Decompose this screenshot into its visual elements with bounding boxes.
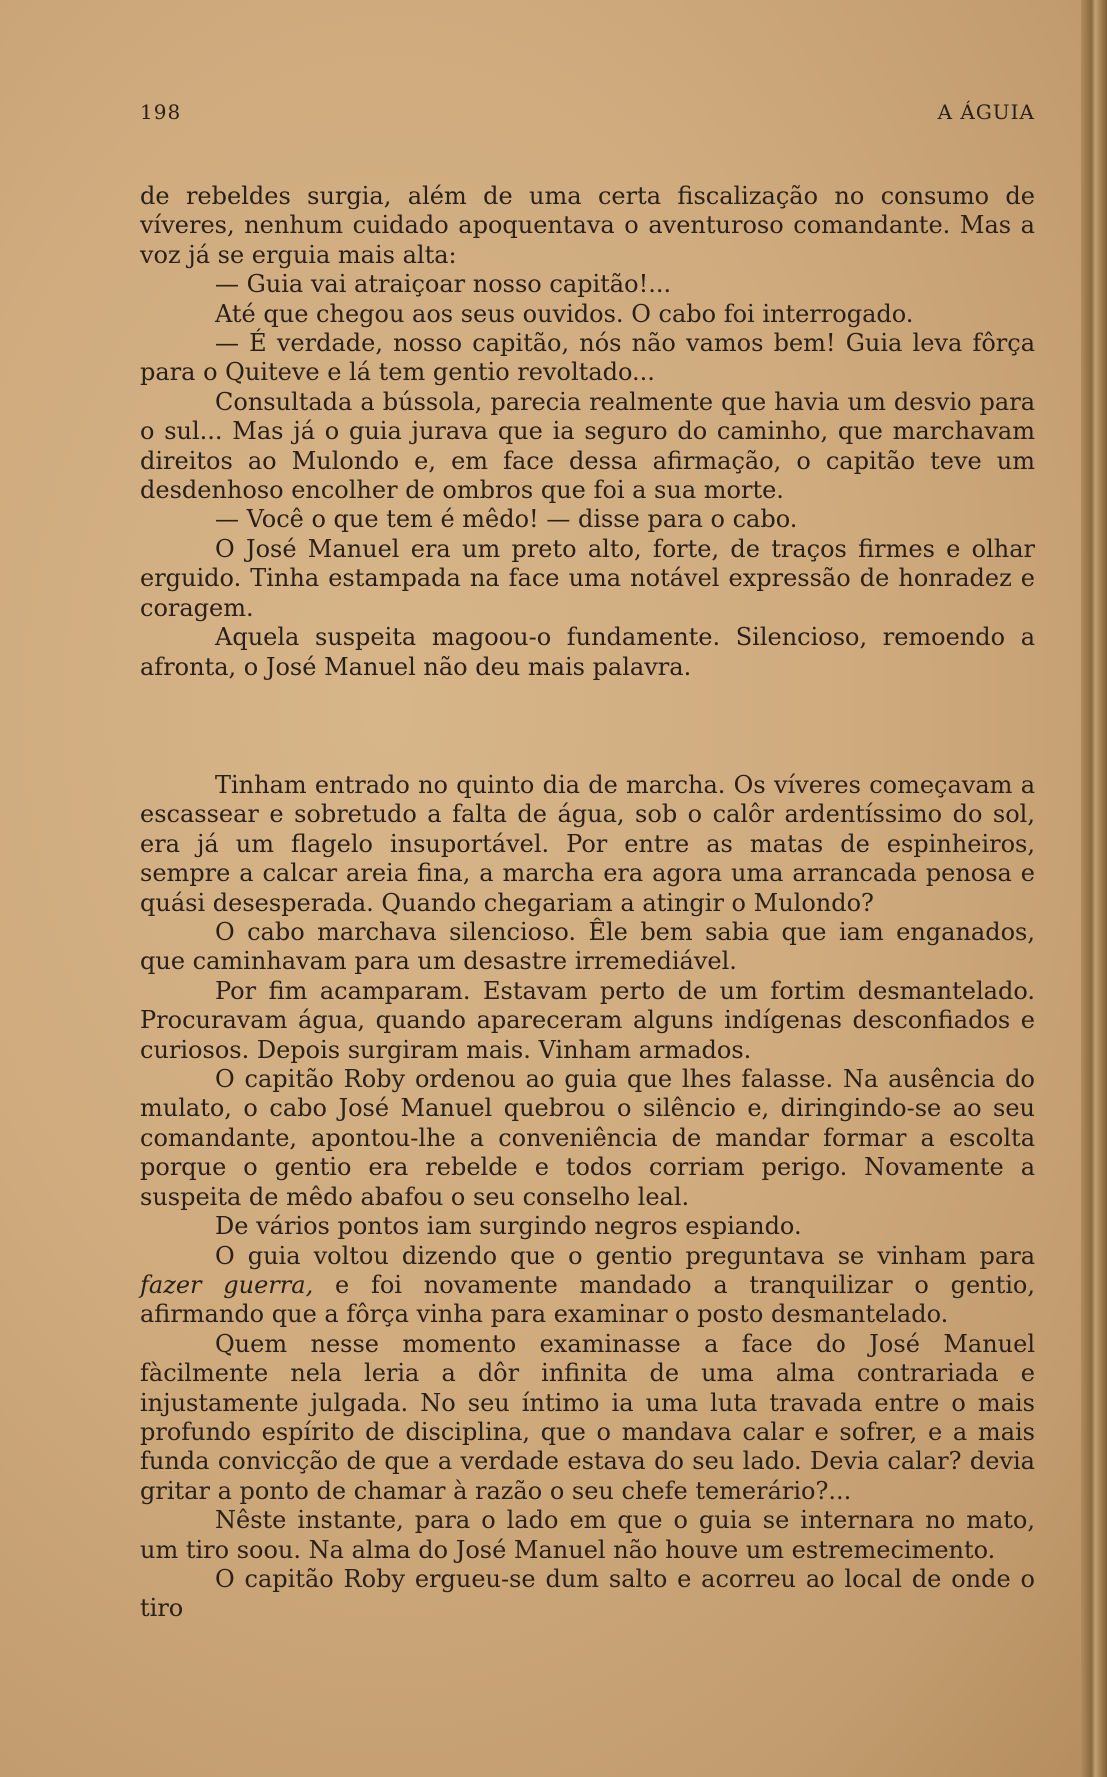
paragraph: [140, 1242, 1035, 1330]
paragraph: de rebeldes surgia, além de uma certa fiscalização no consumo de víveres, nenhum cuidado apoquentava o aventuroso comandante. Mas a voz já se erguia mais alta:: [140, 182, 1035, 269]
text-block-2: [140, 771, 1035, 1624]
paragraph: Até que chegou aos seus ouvidos. O cabo foi interrogado.: [215, 299, 914, 328]
paragraph: O cabo marchava silencioso. Êle bem sabia que iam enganados, que caminhavam para um desastre irremediável.: [140, 918, 1035, 976]
dialogue-line: — Você o que tem é mêdo! — disse para o cabo.: [215, 505, 798, 534]
paragraph-text: e foi novamente mandado a tranquilizar o gentio, afirmando que a fôrça vinha para examinar o posto desmantelado.: [140, 1270, 1036, 1329]
page-number: 198: [140, 100, 182, 124]
paragraph: Tinham entrado no quinto dia de marcha. Os víveres começavam a escassear e sobretudo a falta de água, sob o calôr ardentíssimo do sol, era já um flagelo insuportável. Por entre as matas de espinheiros, sempre a calcar areia fina, a marcha era agora uma arrancada penosa e quási desesperada. Quando chegariam a atingir o Mulondo?: [140, 771, 1035, 917]
text-block-1: [140, 182, 1035, 682]
paragraph: Quem nesse momento examinasse a face do José Manuel fàcilmente nela leria a dôr infinita de uma alma contrariada e injustamente julgada. No seu íntimo ia uma luta travada entre o mais profundo espírito de disciplina, que o mandava calar e sofrer, e a mais funda convicção de que a verdade estava do seu lado. Devia calar? devia gritar a ponto de chamar à razão o seu chefe temerário?...: [140, 1329, 1035, 1505]
paragraph: O capitão Roby ergueu-se dum salto e acorreu ao local de onde o tiro: [140, 1564, 1035, 1623]
page-edge: [1081, 0, 1107, 1777]
paragraph: Aquela suspeita magoou-o fundamente. Silencioso, remoendo a afronta, o José Manuel não deu mais palavra.: [140, 623, 1035, 681]
paragraph: De vários pontos iam surgindo negros espiando.: [215, 1212, 802, 1241]
dialogue-line: — Guia vai atraiçoar nosso capitão!...: [215, 270, 672, 299]
paragraph: O capitão Roby ordenou ao guia que lhes falasse. Na ausência do mulato, o cabo José Manuel quebrou o silêncio e, diringindo-se ao seu comandante, apontou-lhe a conveniência de mandar formar a escolta porque o gentio era rebelde e todos corriam perigo. Novamente a suspeita de mêdo abafou o seu conselho leal.: [140, 1065, 1035, 1211]
paragraph: Nêste instante, para o lado em que o guia se internara no mato, um tiro soou. Na alma do José Manuel não houve um estremecimento.: [140, 1506, 1035, 1564]
paragraph: O José Manuel era um preto alto, forte, de traços firmes e olhar erguido. Tinha estampada na face uma notável expressão de honradez e coragem.: [140, 534, 1035, 622]
paragraph-text: O guia voltou dizendo que o gentio preguntava se vinham para: [215, 1241, 1035, 1270]
italic-phrase: fazer guerra,: [140, 1270, 314, 1299]
page-header: [140, 100, 1035, 130]
paragraph: Por fim acamparam. Estavam perto de um fortim desmantelado. Procuravam água, quando apareceram alguns indígenas desconfiados e curiosos. Depois surgiram mais. Vinham armados.: [140, 976, 1035, 1064]
paragraph: Consultada a bússola, parecia realmente que havia um desvio para o sul... Mas já o guia jurava que ia seguro do caminho, que marchavam direitos ao Mulondo e, em face dessa afirmação, o capitão teve um desdenhoso encolher de ombros que foi a sua morte.: [140, 387, 1035, 505]
dialogue-line: — É verdade, nosso capitão, nós não vamos bem! Guia leva fôrça para o Quiteve e lá tem gentio revoltado...: [140, 329, 1035, 387]
running-title: A ÁGUIA: [937, 100, 1035, 124]
